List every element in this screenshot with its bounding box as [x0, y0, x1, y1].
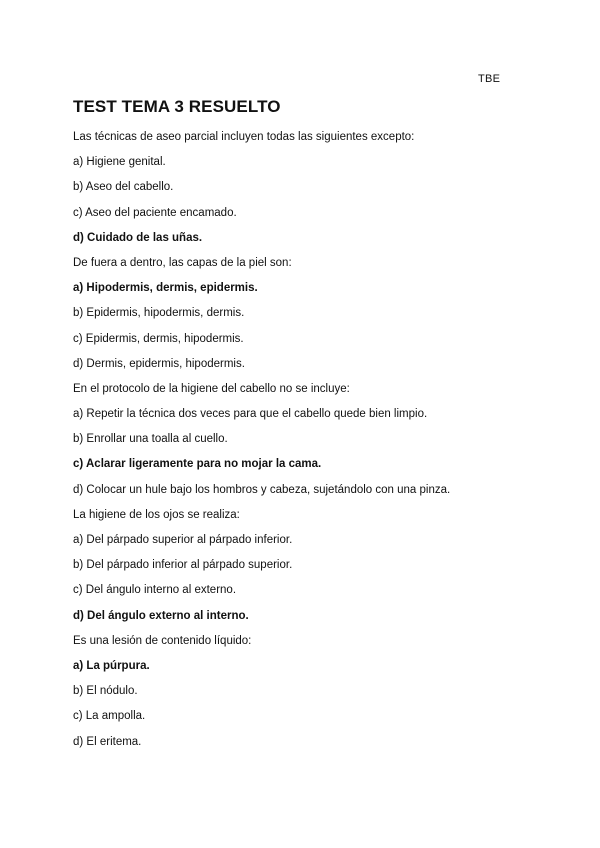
- question-text: En el protocolo de la higiene del cabello no se incluye:: [73, 382, 350, 395]
- option: b) Enrollar una toalla al cuello.: [73, 433, 228, 446]
- option: d) Colocar un hule bajo los hombros y cabeza, sujetándolo con una pinza.: [73, 483, 451, 496]
- option: c) Del ángulo interno al externo.: [73, 584, 237, 597]
- option: c) Aseo del paciente encamado.: [73, 206, 237, 219]
- option: a) Higiene genital.: [73, 156, 166, 169]
- question-text: Es una lesión de contenido líquido:: [73, 634, 252, 647]
- option-correct: a) Hipodermis, dermis, epidermis.: [73, 282, 258, 295]
- option: c) La ampolla.: [73, 710, 146, 723]
- option-correct: d) Del ángulo externo al interno.: [73, 609, 249, 622]
- question-list: [73, 125, 543, 755]
- header-tag: TBE: [478, 73, 501, 85]
- option: b) Aseo del cabello.: [73, 181, 174, 194]
- option: d) El eritema.: [73, 735, 142, 748]
- question-text: De fuera a dentro, las capas de la piel son:: [73, 256, 292, 269]
- option: c) Epidermis, dermis, hipodermis.: [73, 332, 244, 345]
- option: a) Del párpado superior al párpado inferior.: [73, 534, 293, 546]
- option-correct: a) La púrpura.: [73, 659, 150, 672]
- option: b) El nódulo.: [73, 685, 138, 698]
- option: b) Epidermis, hipodermis, dermis.: [73, 307, 245, 320]
- option: b) Del párpado inferior al párpado superior.: [73, 559, 293, 572]
- question-text: La higiene de los ojos se realiza:: [73, 508, 240, 521]
- question-text: Las técnicas de aseo parcial incluyen todas las siguientes excepto:: [73, 131, 415, 143]
- option: d) Dermis, epidermis, hipodermis.: [73, 357, 245, 370]
- option-correct: d) Cuidado de las uñas.: [73, 231, 203, 244]
- page-title: TEST TEMA 3 RESUELTO: [73, 97, 281, 116]
- option-correct: c) Aclarar ligeramente para no mojar la cama.: [73, 458, 322, 471]
- option: a) Repetir la técnica dos veces para que el cabello quede bien limpio.: [73, 408, 428, 421]
